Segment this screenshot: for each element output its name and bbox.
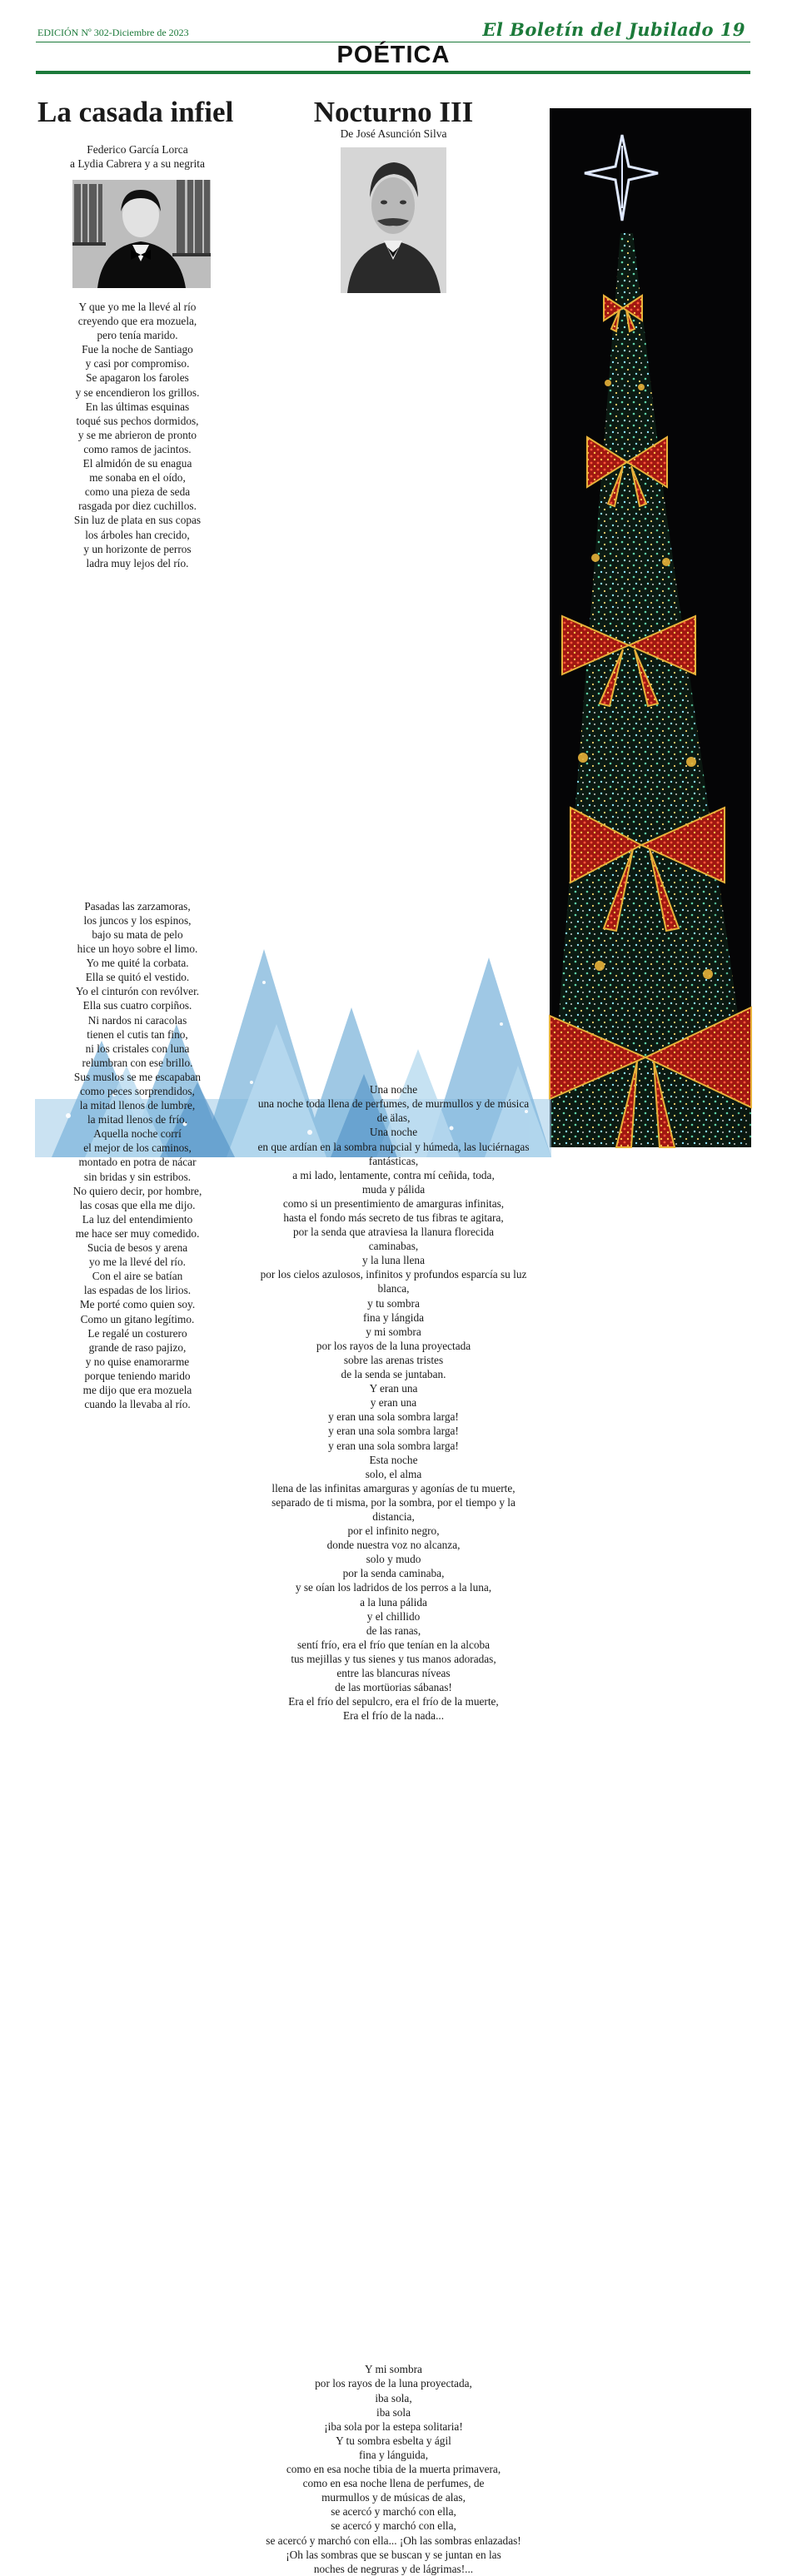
verse-line: como ramos de jacintos. <box>83 442 192 455</box>
poem-title-left: La casada infiel <box>37 96 234 128</box>
poem-middle-part-2 <box>242 2362 545 2575</box>
verse-line: las cosas que ella me dijo. <box>79 1198 196 1211</box>
verse-line: y eran una sola sombra larga! <box>328 1439 459 1452</box>
verse-line: La luz del entendimiento <box>82 1212 193 1226</box>
verse-line: No quiero decir, por hombre, <box>72 1184 202 1197</box>
verse-line: a la luna pálida <box>360 1595 427 1609</box>
verse-line: Ni nardos ni caracolas <box>87 1013 187 1027</box>
verse-line: grande de raso pajizo, <box>88 1340 187 1354</box>
verse-line: se acercó y marchó con ella, <box>331 2519 456 2533</box>
christmas-tree-lights <box>550 108 751 1147</box>
verse-line: Le regalé un costurero <box>87 1326 187 1340</box>
verse-line: el mejor de los caminos, <box>83 1141 192 1155</box>
verse-line: Y que yo me la llevé al río <box>78 301 197 313</box>
verse-line: Esta noche <box>369 1453 418 1466</box>
verse-line: creyendo que era mozuela, <box>77 315 197 328</box>
verse-line: la mitad llenos de frío. <box>87 1113 187 1126</box>
verse-line: Ella se quitó el vestido. <box>85 971 190 984</box>
verse-line: separado de ti misma, por la sombra, por el tiempo y la <box>271 1495 516 1509</box>
verse-line: cuando la llevaba al río. <box>84 1398 191 1411</box>
verse-line: Pasadas las zarzamoras, <box>84 899 191 913</box>
verse-line: y eran una <box>370 1396 417 1410</box>
verse-line: y un horizonte de perros <box>83 542 192 555</box>
verse-line: iba sola <box>376 2405 411 2419</box>
verse-line: como en esa noche llena de perfumes, de <box>302 2477 485 2490</box>
verse-line: sentí frío, era el frío que tenían en la alcoba <box>296 1638 491 1651</box>
poem-left-stanza-2 <box>37 899 237 1411</box>
verse-line: la mitad llenos de lumbre, <box>79 1099 196 1112</box>
verse-line: caminabas, <box>368 1240 419 1253</box>
verse-line: relumbran con ese brillo. <box>82 1056 193 1069</box>
verse-line: muda y pálida <box>361 1182 426 1196</box>
verse-line: rasgada por diez cuchillos. <box>78 500 197 513</box>
verse-line: En las últimas esquinas <box>85 400 190 413</box>
verse-line: por la senda caminaba, <box>342 1567 445 1580</box>
verse-line: Me porté como quien soy. <box>79 1298 196 1311</box>
verse-line: distancia, <box>372 1509 415 1523</box>
verse-line: por el infinito negro, <box>347 1524 440 1538</box>
verse-line: entre las blancuras níveas <box>336 1667 451 1679</box>
verse-line: me sonaba en el oído, <box>89 471 186 485</box>
verse-line: y tu sombra <box>367 1296 420 1310</box>
verse-line: blanca, <box>377 1282 410 1295</box>
poem-left-stanza-1 <box>37 300 237 570</box>
section-title: POÉTICA <box>336 42 451 68</box>
verse-line: Ella sus cuatro corpiños. <box>82 999 192 1012</box>
verse-line: me hace ser muy comedido. <box>75 1226 200 1240</box>
verse-line: yo me la llevé del río. <box>89 1256 186 1269</box>
portrait-lorca <box>72 180 211 288</box>
verse-line: ni los cristales con luna <box>85 1042 190 1055</box>
edition-label: EDICIÓN Nº 302-Diciembre de 2023 <box>37 27 189 38</box>
verse-line: porque teniendo marido <box>84 1369 191 1382</box>
verse-line: iba sola, <box>375 2391 412 2404</box>
verse-line: se acercó y marchó con ella... ¡Oh las sombras enlazadas! <box>266 2534 521 2547</box>
verse-line: y el chillido <box>366 1609 421 1623</box>
verse-line: Y eran una <box>369 1382 418 1395</box>
poem-title-middle: Nocturno III <box>313 96 474 128</box>
verse-line: Sucia de besos y arena <box>87 1241 188 1255</box>
verse-line: murmullos y de músicas de alas, <box>321 2491 466 2504</box>
verse-line: por los cielos azulosos, infinitos y profundos esparcía su luz <box>260 1268 527 1281</box>
verse-line: y se me abrieron de pronto <box>77 428 197 441</box>
verse-line: Y mi sombra <box>365 2363 422 2376</box>
verse-line: por la senda que atraviesa la llanura florecida <box>292 1226 495 1239</box>
verse-line: tus mejillas y tus sienes y tus manos adoradas, <box>291 1652 496 1665</box>
verse-line: como si un presentimiento de amarguras infinitas, <box>282 1196 505 1210</box>
verse-line: por los rayos de la luna proyectada <box>316 1339 471 1352</box>
verse-line: las espadas de los lirios. <box>83 1284 192 1297</box>
verse-line: y eran una sola sombra larga! <box>328 1425 459 1438</box>
verse-line: Como un gitano legítimo. <box>80 1312 195 1325</box>
verse-line: y la luna llena <box>362 1254 425 1267</box>
verse-line: Era el frío de la nada... <box>342 1709 445 1723</box>
verse-line: como en esa noche tibia de la muerta primavera, <box>286 2463 501 2476</box>
dedication-left: a Lydia Cabrera y a su negrita <box>70 157 205 170</box>
verse-line: de la senda se juntaban. <box>341 1368 446 1381</box>
verse-line: donde nuestra voz no alcanza, <box>326 1539 461 1552</box>
verse-line: noches de negruras y de lágrimas!... <box>313 2562 474 2575</box>
verse-line: como una pieza de seda <box>84 485 191 499</box>
verse-line: Era el frío del sepulcro, era el frío de la muerte, <box>288 1695 499 1708</box>
verse-line: hasta el fondo más secreto de tus fibras te agitara, <box>283 1211 504 1224</box>
verse-line: una noche toda llena de perfumes, de murmullos y de música <box>257 1097 530 1111</box>
verse-line: solo, el alma <box>365 1467 422 1480</box>
verse-line: de las ranas, <box>366 1624 421 1637</box>
verse-line: y mi sombra <box>366 1325 421 1338</box>
verse-line: de älas, <box>376 1111 411 1125</box>
verse-line: se acercó y marchó con ella, <box>331 2505 456 2519</box>
verse-line: toqué sus pechos dormidos, <box>76 414 199 427</box>
author-middle: De José Asunción Silva <box>340 127 447 140</box>
verse-line: sobre las arenas tristes <box>343 1353 444 1366</box>
verse-line: y no quise enamorarme <box>85 1355 190 1368</box>
verse-line: ladra muy lejos del río. <box>86 556 189 569</box>
verse-line: ¡iba sola por la estepa solitaria! <box>324 2419 463 2433</box>
verse-line: me dijo que era mozuela <box>82 1383 192 1396</box>
verse-line: Yo el cinturón con revólver. <box>75 985 200 998</box>
verse-line: tienen el cutis tan fino, <box>87 1027 188 1041</box>
verse-line: bajo su mata de pelo <box>92 927 183 941</box>
verse-line: Sin luz de plata en sus copas <box>73 514 202 527</box>
verse-line: Fue la noche de Santiago <box>82 343 193 356</box>
verse-line: El almidón de su enagua <box>82 457 192 470</box>
section-rule <box>36 71 750 74</box>
verse-line: ¡Oh las sombras que se buscan y se juntan en las <box>286 2548 501 2561</box>
verse-line: hice un hoyo sobre el limo. <box>77 942 198 956</box>
verse-line: Con el aire se batían <box>92 1270 183 1283</box>
verse-line: fina y lánguida, <box>358 2448 429 2461</box>
verse-line: pero tenía marido. <box>97 329 178 342</box>
verse-line: Una noche <box>369 1126 418 1139</box>
verse-line: fantásticas, <box>368 1154 419 1167</box>
verse-line: Y tu sombra esbelta y ágil <box>336 2434 451 2447</box>
author-left: Federico García Lorca <box>87 143 188 156</box>
verse-line: por los rayos de la luna proyectada, <box>315 2377 472 2390</box>
verse-line: Se apagaron los faroles <box>86 371 189 385</box>
verse-line: Yo me quité la corbata. <box>86 957 189 970</box>
publication-brand: El Boletín del Jubilado 19 <box>482 19 745 40</box>
portrait-silva <box>341 147 446 293</box>
verse-line: llena de las infinitas amarguras y agonías de tu muerte, <box>271 1481 516 1494</box>
verse-line: a mi lado, lentamente, contra mí ceñida, toda, <box>292 1168 495 1181</box>
verse-line: Aquella noche corrí <box>93 1127 182 1141</box>
verse-line: de las mortüorias sábanas! <box>335 1681 452 1694</box>
verse-line: y casi por compromiso. <box>85 357 190 370</box>
verse-line: y se oían los ladridos de los perros a la luna, <box>295 1581 492 1594</box>
verse-line: en que ardían en la sombra nupcial y húmeda, las luciérnagas <box>257 1140 530 1153</box>
verse-line: los juncos y los espinos, <box>83 913 192 927</box>
verse-line: y eran una sola sombra larga! <box>328 1410 459 1424</box>
verse-line: Sus muslos se me escapaban <box>73 1070 202 1083</box>
verse-line: Una noche <box>369 1083 418 1097</box>
verse-line: fina y lángida <box>362 1310 425 1324</box>
verse-line: y se encendieron los grillos. <box>75 385 200 399</box>
verse-line: solo y mudo <box>366 1553 421 1566</box>
christmas-tree-image <box>550 108 751 1147</box>
star-topper-icon <box>585 135 658 221</box>
verse-line: sin bridas y sin estribos. <box>83 1170 192 1183</box>
verse-line: los árboles han crecido, <box>85 528 190 541</box>
verse-line: como peces sorprendidos, <box>80 1085 195 1097</box>
poem-middle-part-1 <box>242 1082 545 1723</box>
verse-line: montado en potra de nácar <box>78 1156 197 1169</box>
